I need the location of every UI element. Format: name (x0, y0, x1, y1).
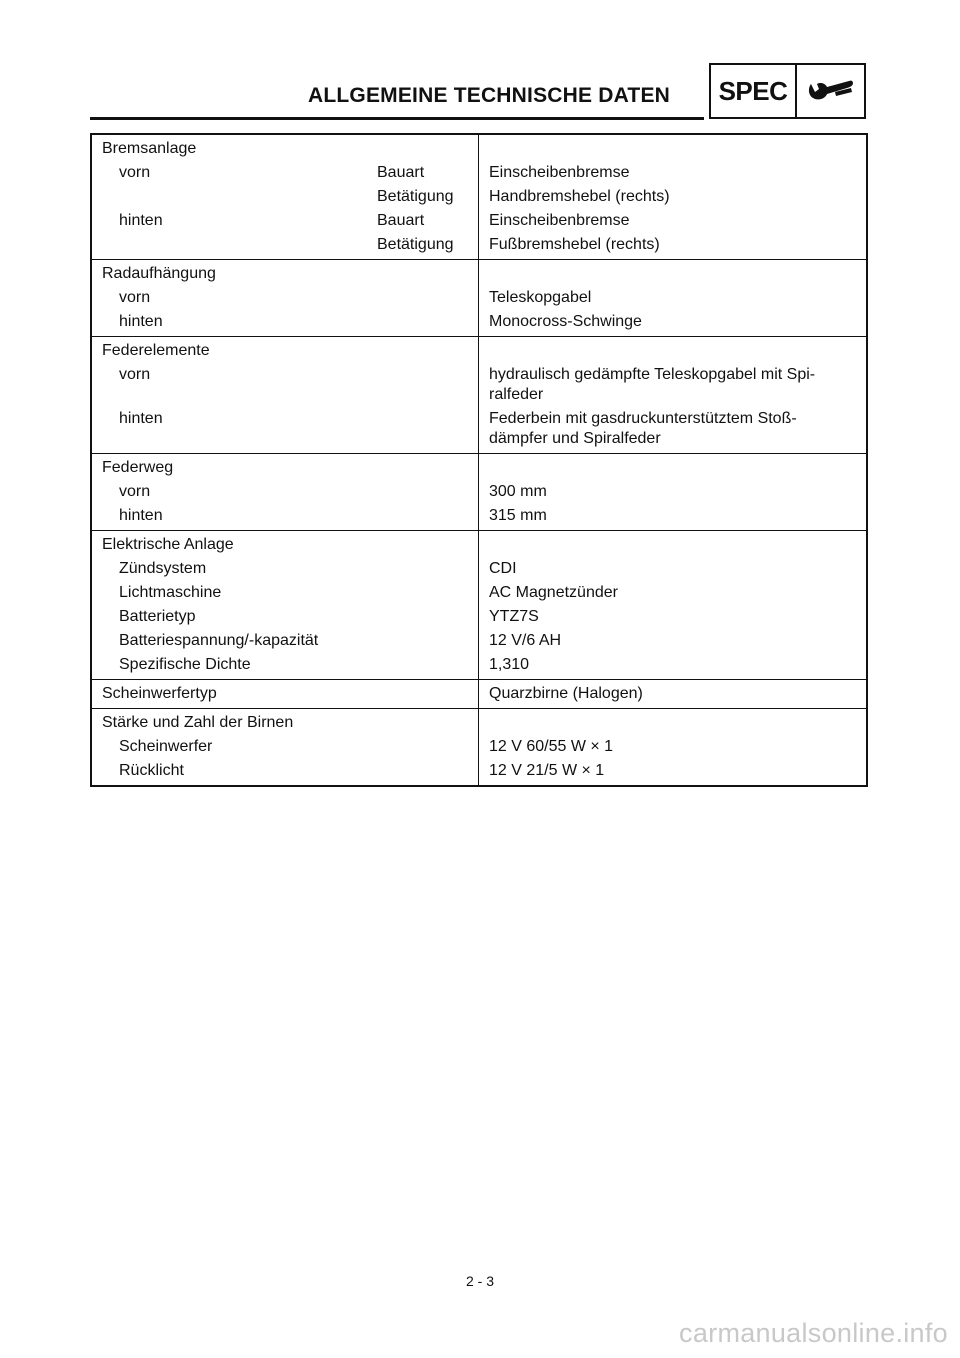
watermark: carmanualsonline.info (679, 1318, 948, 1348)
row-sublabel (362, 310, 479, 314)
row-label: Scheinwerfertyp (102, 685, 217, 702)
row-value (479, 629, 866, 653)
row-sublabel (362, 407, 479, 411)
table-row (92, 581, 866, 605)
table-section (92, 454, 866, 531)
row-sublabel (362, 262, 479, 266)
row-value-line: Handbremshebel (rechts) (489, 188, 670, 205)
row-value-line: 12 V/6 AH (489, 632, 562, 649)
row-label: Radaufhängung (102, 265, 216, 282)
row-value-line: Monocross-Schwinge (489, 313, 642, 330)
row-value (479, 339, 866, 343)
row-value-line: AC Magnetzünder (489, 584, 618, 601)
row-sublabel (362, 557, 479, 561)
row-value (479, 504, 866, 528)
row-value (479, 185, 866, 209)
row-sublabel (362, 286, 479, 290)
row-sublabel (362, 339, 479, 343)
table-section (92, 260, 866, 337)
row-value-line: Einscheibenbremse (489, 212, 630, 229)
table-row (92, 209, 866, 233)
row-sublabel (362, 137, 479, 141)
row-sublabel (362, 711, 479, 715)
row-sublabel: Betätigung (377, 188, 454, 205)
row-value-line: hydraulisch gedämpfte Teleskopgabel mit Spi- (489, 366, 816, 383)
row-sublabel (362, 456, 479, 460)
spec-badge (709, 63, 866, 119)
row-value (479, 209, 866, 233)
row-label: hinten (119, 313, 163, 330)
row-value (479, 286, 866, 310)
row-value (479, 310, 866, 334)
table-row (92, 339, 866, 363)
row-value-line: Teleskopgabel (489, 289, 592, 306)
row-sublabel (362, 682, 479, 686)
row-value-line: ralfeder (489, 386, 544, 403)
row-value (479, 363, 866, 407)
row-value (479, 456, 866, 460)
table-row (92, 310, 866, 334)
row-value (479, 682, 866, 706)
row-value (479, 605, 866, 629)
page-title: ALLGEMEINE TECHNISCHE DATEN (308, 84, 671, 107)
table-row (92, 137, 866, 161)
row-value-line: 300 mm (489, 483, 547, 500)
table-row (92, 233, 866, 257)
row-value (479, 533, 866, 537)
row-value-line: Quarzbirne (Halogen) (489, 685, 643, 702)
row-label: hinten (119, 212, 163, 229)
table-row (92, 533, 866, 557)
table-row (92, 480, 866, 504)
table-row (92, 629, 866, 653)
table-section (92, 709, 866, 785)
row-sublabel (362, 504, 479, 508)
row-sublabel (362, 759, 479, 763)
row-value (479, 233, 866, 257)
table-row (92, 711, 866, 735)
table-section (92, 337, 866, 454)
table-section (92, 135, 866, 260)
table-row (92, 557, 866, 581)
row-label: Batterietyp (119, 608, 196, 625)
table-row (92, 735, 866, 759)
row-value (479, 711, 866, 715)
row-value (479, 407, 866, 451)
table-row (92, 759, 866, 783)
table-row (92, 653, 866, 677)
row-value-line: Fußbremshebel (rechts) (489, 236, 660, 253)
table-row (92, 682, 866, 706)
row-sublabel (362, 533, 479, 537)
table-section (92, 531, 866, 680)
table-row (92, 504, 866, 528)
row-value (479, 480, 866, 504)
column-divider (478, 135, 479, 785)
row-label: Batteriespannung/-kapazität (119, 632, 319, 649)
row-sublabel (362, 653, 479, 657)
wrench-icon-graphic (805, 76, 857, 106)
row-label: Scheinwerfer (119, 738, 213, 755)
row-label (92, 185, 362, 189)
row-sublabel (362, 735, 479, 739)
row-value (479, 262, 866, 266)
row-label: hinten (119, 507, 163, 524)
row-value-line: 12 V 21/5 W × 1 (489, 762, 605, 779)
page-number: 2 - 3 (465, 1273, 494, 1289)
row-label: Lichtmaschine (119, 584, 222, 601)
row-label: vorn (119, 483, 151, 500)
row-sublabel (362, 605, 479, 609)
row-sublabel: Betätigung (377, 236, 454, 253)
row-value-line: YTZ7S (489, 608, 539, 625)
row-value-line: 12 V 60/55 W × 1 (489, 738, 614, 755)
row-sublabel (362, 581, 479, 585)
row-label: Zündsystem (119, 560, 207, 577)
header-rule (90, 117, 704, 120)
row-value-line: 315 mm (489, 507, 547, 524)
wrench-icon (797, 65, 864, 117)
table-row (92, 605, 866, 629)
row-label: hinten (119, 410, 163, 427)
table-row (92, 407, 866, 451)
row-label: Spezifische Dichte (119, 656, 251, 673)
row-sublabel: Bauart (377, 164, 425, 181)
table-row (92, 363, 866, 407)
row-sublabel: Bauart (377, 212, 425, 229)
row-value-line: Einscheibenbremse (489, 164, 630, 181)
table-row (92, 185, 866, 209)
row-label: vorn (119, 366, 151, 383)
row-value (479, 137, 866, 141)
table-row (92, 456, 866, 480)
row-sublabel (362, 363, 479, 367)
row-value (479, 581, 866, 605)
table-row (92, 262, 866, 286)
row-value (479, 735, 866, 759)
row-value-line: dämpfer und Spiralfeder (489, 430, 661, 447)
row-label: Federelemente (102, 342, 210, 359)
row-label: Elektrische Anlage (102, 536, 234, 553)
row-value-line: 1,310 (489, 656, 530, 673)
row-label: Federweg (102, 459, 174, 476)
row-value (479, 653, 866, 677)
row-sublabel (362, 480, 479, 484)
spec-label: SPEC (711, 65, 797, 117)
row-label: Bremsanlage (102, 140, 197, 157)
row-label: Stärke und Zahl der Birnen (102, 714, 294, 731)
row-value (479, 759, 866, 783)
table-row (92, 161, 866, 185)
row-sublabel (362, 629, 479, 633)
row-value-line: Federbein mit gasdruckunterstütztem Stoß- (489, 410, 797, 427)
row-label: vorn (119, 289, 151, 306)
row-label: Rücklicht (119, 762, 184, 779)
row-value-line: CDI (489, 560, 517, 577)
table-section (92, 680, 866, 709)
row-label: vorn (119, 164, 151, 181)
row-value (479, 161, 866, 185)
row-value (479, 557, 866, 581)
row-label (92, 233, 362, 237)
table-row (92, 286, 866, 310)
spec-table (90, 133, 868, 787)
